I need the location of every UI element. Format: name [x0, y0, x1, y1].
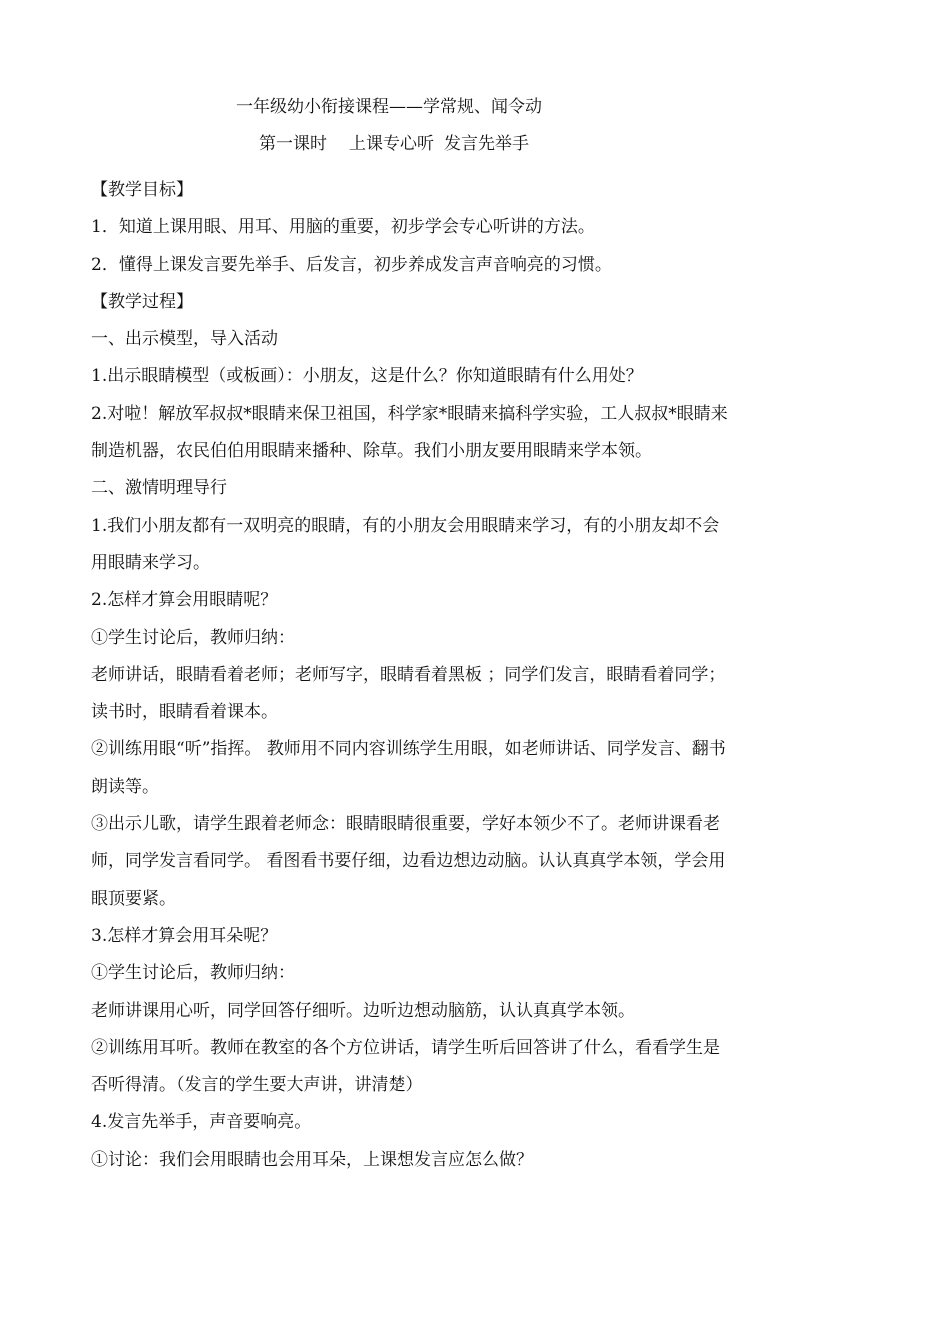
objective-item-1: 1．知道上课用眼、用耳、用脑的重要，初步学会专心听讲的方法。 — [91, 217, 595, 238]
paragraph: ①讨论：我们会用眼睛也会用耳朵，上课想发言应怎么做？ — [91, 1149, 533, 1170]
paragraph: 2.对啦！解放军叔叔*眼睛来保卫祖国，科学家*眼睛来搞科学实验，工人叔叔*眼睛来制造机器，农民伯伯用眼睛来播种、除草。我们小朋友要用眼睛来学本领。 — [91, 403, 728, 462]
step-heading-1: 一、出示模型，导入活动 — [91, 329, 278, 350]
paragraph: 1.出示眼睛模型（或板画）：小朋友，这是什么？你知道眼睛有什么用处？ — [91, 366, 643, 387]
document-title: 一年级幼小衔接课程——学常规、闻令动 — [236, 97, 542, 117]
objective-item-2: 2．懂得上课发言要先举手、后发言，初步养成发言声音响亮的习惯。 — [91, 254, 612, 275]
paragraph: ②训练用眼“听”指挥。 教师用不同内容训练学生用眼，如老师讲话、同学发言、翻书朗读等。 — [91, 739, 726, 797]
paragraph: 4.发言先举手，声音要响亮。 — [91, 1112, 312, 1133]
section-heading-process: 【教学过程】 — [91, 291, 193, 312]
paragraph: ②训练用耳听。教师在教室的各个方位讲话，请学生听后回答讲了什么，看看学生是否听得清。（发言的学生要大声讲，讲清楚） — [91, 1037, 720, 1096]
subtitle-lesson: 第一课时 — [259, 134, 327, 154]
paragraph: 老师讲课用心听，同学回答仔细听。边听边想动脑筋，认认真真学本领。 — [91, 1000, 635, 1021]
step-heading-2: 二、激情明理导行 — [91, 478, 227, 499]
paragraph: 2.怎样才算会用眼睛呢？ — [91, 590, 278, 611]
paragraph: 老师讲话，眼睛看着老师；老师写字，眼睛看着黑板 ；同学们发言，眼睛看着同学；读书时，眼睛看着课本。 — [91, 664, 726, 723]
paragraph: 3.怎样才算会用耳朵呢？ — [91, 925, 278, 946]
paragraph: ③出示儿歌，请学生跟着老师念：眼睛眼睛很重要，学好本领少不了。老师讲课看老师，同学发言看同学。 看图看书要仔细，边看边想边动脑。认认真真学本领，学会用眼顶要紧。 — [91, 814, 726, 909]
paragraph: ①学生讨论后，教师归纳： — [91, 963, 295, 984]
document-body — [91, 172, 731, 1179]
paragraph: 1.我们小朋友都有一双明亮的眼睛，有的小朋友会用眼睛来学习，有的小朋友却不会用眼睛来学习。 — [91, 515, 720, 573]
paragraph: ①学生讨论后，教师归纳： — [91, 627, 295, 648]
subtitle-topic-raise-hand: 发言先举手 — [444, 134, 529, 154]
subtitle-topic-listen: 上课专心听 — [349, 134, 434, 154]
document-subtitle — [259, 134, 529, 154]
section-heading-objectives: 【教学目标】 — [91, 180, 193, 200]
